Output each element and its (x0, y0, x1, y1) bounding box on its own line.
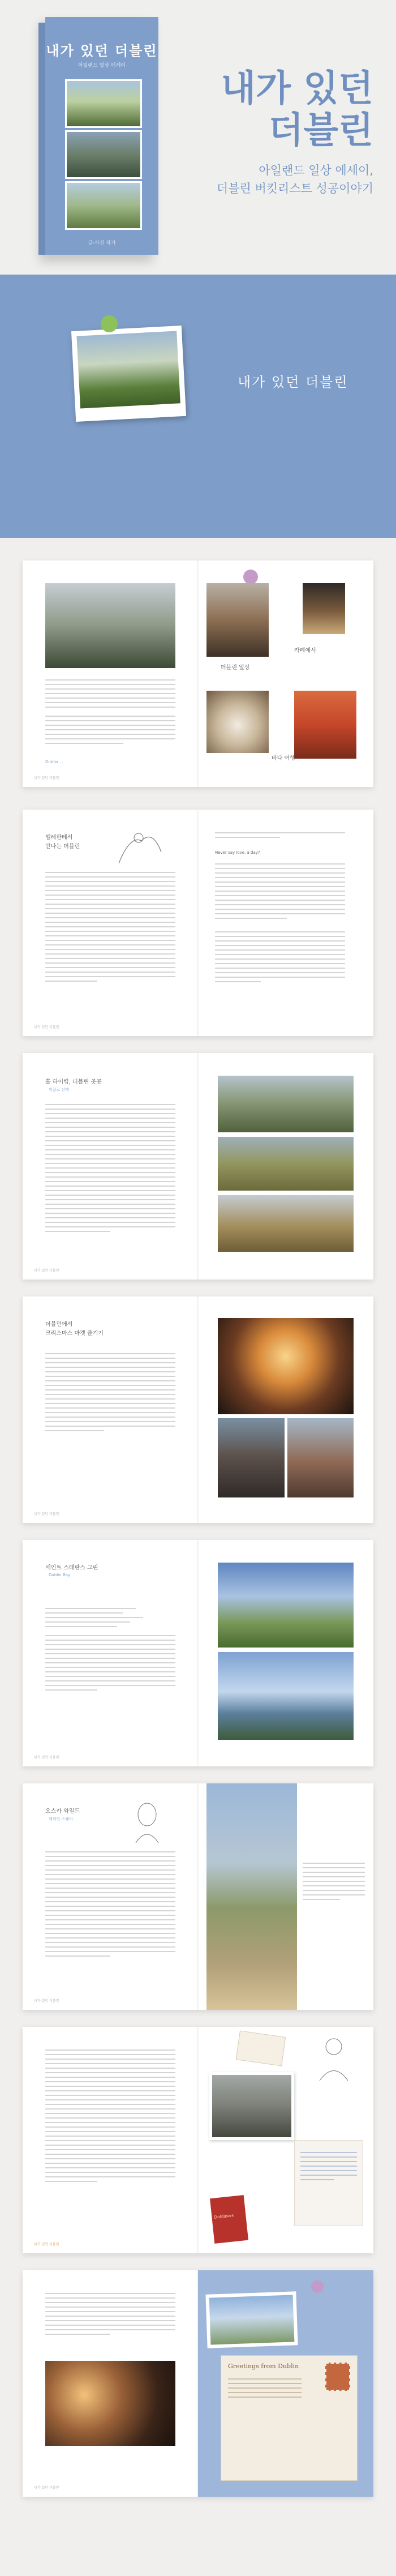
purple-dot (243, 570, 258, 584)
page-footer: 내가 있던 더블린 (34, 1269, 59, 1273)
spread-8-left-page (23, 2270, 198, 2497)
coffee-photo (303, 583, 345, 634)
spread-8 (23, 2270, 373, 2497)
quote-line: Never say love, a day? (215, 850, 260, 855)
mountain-photo-1 (218, 1137, 354, 1191)
lake-photo (218, 1076, 354, 1132)
body-text-3 (215, 931, 345, 986)
hero-title (192, 68, 373, 152)
body-text (45, 1851, 175, 1960)
hero-title-line1: 내가 있던 (221, 67, 373, 110)
spread-8-right-page (198, 2270, 373, 2497)
hero-subtitle (192, 161, 373, 198)
street-photo (209, 2072, 294, 2140)
book-cover-title: 내가 있던 더블린 (46, 42, 158, 59)
body-text-2 (215, 863, 345, 922)
book-cover-author: 글·사진 작가 (88, 241, 116, 246)
spread-7 (23, 2027, 373, 2253)
park-photo (76, 331, 180, 408)
spread-5-left-page (23, 1540, 198, 1766)
red-book-label: Dubliners (214, 2213, 234, 2220)
spread-5 (23, 1540, 373, 1766)
scenery-photo (209, 2295, 295, 2344)
label-1: 더블린 일상 (221, 665, 250, 671)
body-text (45, 872, 175, 985)
red-book (210, 2195, 248, 2244)
cover-photo-3 (65, 181, 142, 230)
spread-7-right-page (198, 2027, 373, 2253)
spread-3-left-page (23, 1053, 198, 1280)
spread-4-right-page (198, 1296, 373, 1523)
hero-subtitle-line1: 아일랜드 일상 에세이, (259, 164, 373, 177)
spread-4 (23, 1296, 373, 1523)
spread-2 (23, 810, 373, 1036)
food-photo (294, 691, 356, 759)
postcard-text: Greetings from Dublin (228, 2363, 299, 2370)
handwritten-note (294, 2140, 363, 2226)
hero-subtitle-line2: 더블린 버킷리스트 성공이야기 (216, 182, 373, 195)
label-3: 바다 여행 (272, 755, 295, 761)
blue-cover-spread (0, 275, 396, 538)
page-footer: 내가 있던 더블린 (34, 1999, 59, 2003)
chapter-heading-line1: 엘레판테서 (45, 835, 73, 841)
body-text (45, 1353, 175, 1435)
mountain-photo-2 (218, 1195, 354, 1252)
spread-2-right-page (198, 810, 373, 1036)
page-footer: 내가 있던 더블린 (34, 1756, 59, 1760)
book-cover (45, 17, 158, 255)
chapter-heading: 오스카 와일드 (45, 1808, 80, 1815)
purple-dot (311, 2280, 324, 2293)
spread-6 (23, 1783, 373, 2010)
bay-photo (218, 1652, 354, 1740)
note-lines (300, 2152, 357, 2184)
photo-caption: Dublin ... (45, 760, 63, 764)
chapter-heading: 홀 하이킹, 더블린 곳곳 (45, 1079, 102, 1085)
spread-4-left-page (23, 1296, 198, 1523)
body-text (215, 832, 345, 841)
chapter-heading-line1: 더블린에서 (45, 1321, 73, 1328)
page-footer: 내가 있던 더블린 (34, 1025, 59, 1029)
interior-photo (206, 583, 269, 657)
coast-photo (218, 1563, 354, 1648)
spread-3 (23, 1053, 373, 1280)
postcard (221, 2355, 358, 2481)
book-cover-subtitle: 아일랜드 일상 에세이 (78, 63, 126, 69)
body-text (45, 1104, 175, 1235)
script-title: 내가 있던 더블린 (238, 374, 348, 390)
hero-title-line2: 더블린 (268, 109, 373, 152)
spread-6-left-page (23, 1783, 198, 2010)
cover-photo-1 (65, 79, 142, 128)
spread-1 (23, 560, 373, 787)
page-footer: 내가 있던 더블린 (34, 1512, 59, 1516)
pub-photo (45, 2361, 175, 2446)
page-footer: 내가 있던 더블린 (34, 2243, 59, 2246)
polaroid-photo (71, 326, 186, 422)
spread-7-left-page (23, 2027, 198, 2253)
chapter-heading: 세인트 스테판스 그린 (45, 1565, 98, 1571)
letter-note (236, 2031, 286, 2066)
spread-5-right-page (198, 1540, 373, 1766)
chapter-subtitle: 위클로 산맥 (49, 1088, 70, 1092)
market-photo-2 (287, 1418, 354, 1497)
portrait-sketch (124, 1795, 170, 1846)
body-text (45, 679, 175, 747)
body-text (45, 1608, 175, 1694)
green-dot (101, 315, 118, 332)
hero-section (0, 0, 396, 275)
label-2: 카페에서 (294, 648, 316, 654)
cover-photo-2 (65, 130, 142, 179)
spread-1-right-page (198, 560, 373, 787)
street-photo (45, 583, 175, 668)
page-footer: 내가 있던 더블린 (34, 776, 59, 780)
body-text (45, 2049, 175, 2185)
polaroid-card (205, 2291, 298, 2348)
book-spine (38, 23, 45, 255)
cake-photo (206, 691, 269, 753)
sketch-figure (311, 2032, 356, 2083)
sketch-illustration (113, 824, 164, 869)
statue-photo (206, 1783, 297, 2010)
spread-3-right-page (198, 1053, 373, 1280)
spread-1-left-page (23, 560, 198, 787)
body-text (45, 2293, 175, 2338)
postcard-lines (228, 2378, 302, 2401)
body-text (303, 1863, 365, 1903)
chapter-heading-line2: 만나는 더블린 (45, 844, 80, 850)
stamp (325, 2363, 350, 2391)
page-footer: 내가 있던 더블린 (34, 2486, 59, 2490)
spread-2-left-page (23, 810, 198, 1036)
chapter-heading-line2: 크리스마스 마켓 즐기기 (45, 1330, 104, 1337)
market-photo-1 (218, 1418, 285, 1497)
carousel-photo (218, 1318, 354, 1414)
chapter-subtitle: 메리언 스퀘어 (49, 1817, 73, 1821)
spread-6-right-page (198, 1783, 373, 2010)
chapter-subtitle: Dublin Bay (49, 1573, 71, 1577)
